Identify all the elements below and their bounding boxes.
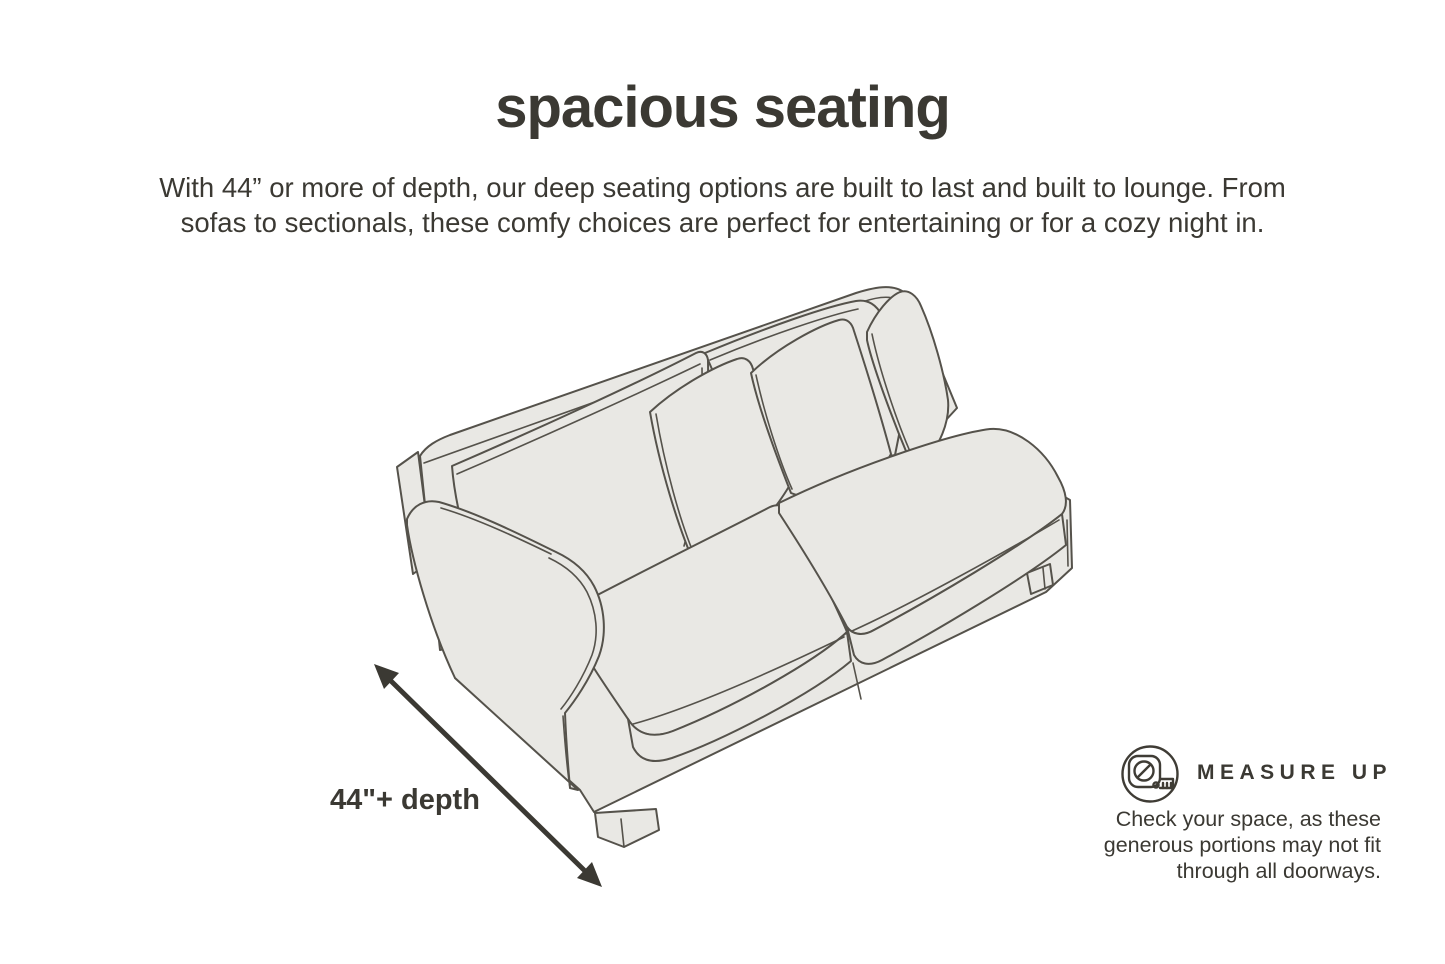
measure-up-note-line-1: Check your space, as these [1115, 807, 1381, 831]
measure-up-note [1051, 806, 1381, 884]
depth-dimension-label: 44"+ depth [330, 784, 480, 816]
measure-up-note-line-2: generous portions may not fit [1103, 833, 1381, 857]
intro-line-2: sofas to sectionals, these comfy choices are perfect for entertaining or for a cozy night in. [180, 207, 1265, 238]
page-title: spacious seating [495, 75, 950, 140]
intro-line-1: With 44” or more of depth, our deep seating options are built to last and built to lounge. From [159, 172, 1286, 203]
measure-up-note-line-3: through all doorways. [1176, 859, 1381, 883]
measure-up-heading: MEASURE UP [1197, 761, 1393, 784]
